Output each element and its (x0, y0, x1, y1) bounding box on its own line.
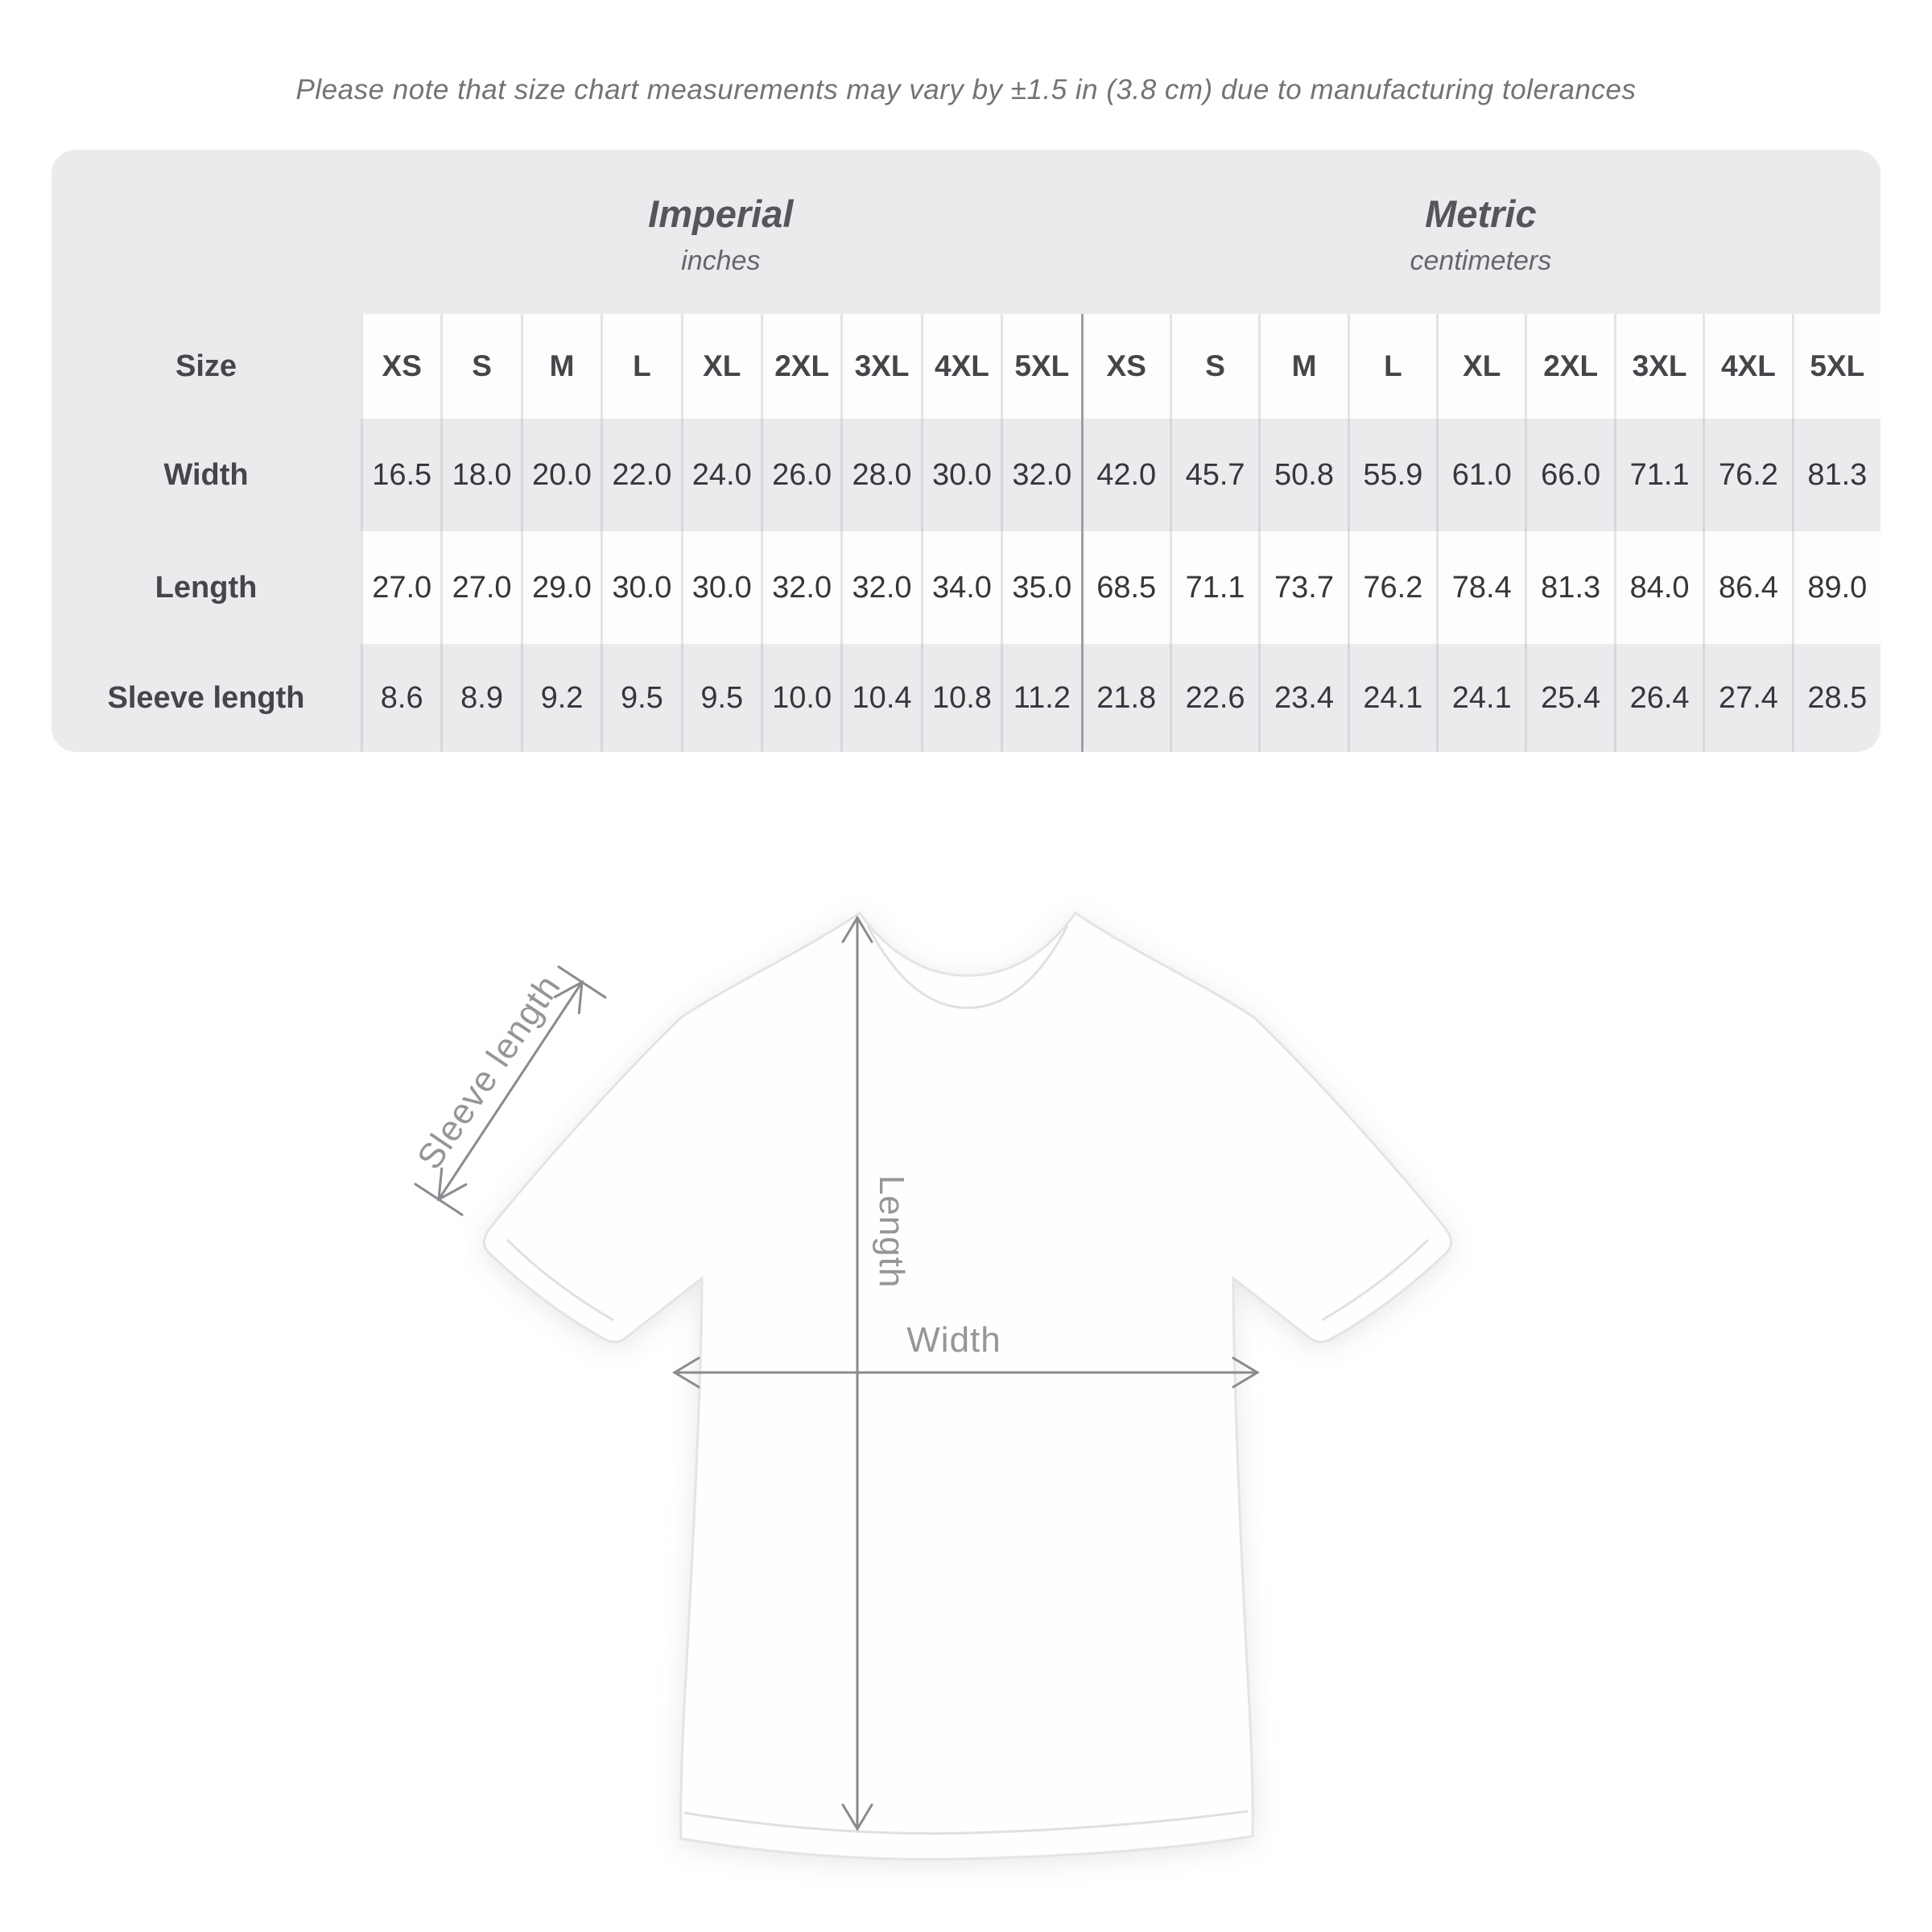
measurement-cell: 68.5 (1081, 531, 1170, 644)
measurement-cell: 27.0 (440, 531, 520, 644)
measurement-cell: 29.0 (521, 531, 601, 644)
measurement-cell: 10.8 (921, 644, 1001, 752)
measurement-cell: 86.4 (1703, 531, 1791, 644)
measurement-cell: 9.2 (521, 644, 601, 752)
width-label: Width (906, 1320, 1001, 1360)
measurement-row-label: Width (163, 457, 249, 492)
size-column-header: 5XL (1001, 314, 1080, 419)
measurement-cell: 81.3 (1792, 419, 1880, 531)
measurement-cell: 18.0 (440, 419, 520, 531)
measurement-cell: 10.0 (761, 644, 840, 752)
measurement-cell: 42.0 (1081, 419, 1170, 531)
measurement-cell: 71.1 (1614, 419, 1703, 531)
measurement-cell: 32.0 (1001, 419, 1080, 531)
size-column-header: 3XL (840, 314, 920, 419)
measurement-cell: 30.0 (921, 419, 1001, 531)
measurement-cell: 30.0 (681, 531, 761, 644)
size-column-header: 2XL (1525, 314, 1613, 419)
measurement-cell: 8.9 (440, 644, 520, 752)
measurement-cell: 81.3 (1525, 531, 1613, 644)
size-column-header: M (521, 314, 601, 419)
measurement-cell: 78.4 (1436, 531, 1525, 644)
size-column-header: S (1170, 314, 1258, 419)
measurement-cell: 61.0 (1436, 419, 1525, 531)
size-column-header: 3XL (1614, 314, 1703, 419)
measurement-cell: 27.0 (361, 531, 440, 644)
size-column-header: 5XL (1792, 314, 1880, 419)
measurement-cell: 28.0 (840, 419, 920, 531)
measurement-cell: 27.4 (1703, 644, 1791, 752)
measurement-cell: 22.6 (1170, 644, 1258, 752)
measurement-cell: 76.2 (1348, 531, 1436, 644)
size-column-header: M (1258, 314, 1347, 419)
measurement-cell: 9.5 (601, 644, 680, 752)
measurement-cell: 73.7 (1258, 531, 1347, 644)
measurement-cell: 10.4 (840, 644, 920, 752)
metric-title: Metric (1425, 192, 1537, 235)
tshirt-outline (484, 913, 1451, 1860)
measurement-cell: 22.0 (601, 419, 680, 531)
measurement-cell: 76.2 (1703, 419, 1791, 531)
measurement-cell: 16.5 (361, 419, 440, 531)
measurement-cell: 30.0 (601, 531, 680, 644)
measurement-cell: 9.5 (681, 644, 761, 752)
size-column-header: XS (1081, 314, 1170, 419)
measurement-cell: 45.7 (1170, 419, 1258, 531)
measurement-cell: 24.1 (1348, 644, 1436, 752)
size-row-label: Size (175, 349, 237, 383)
measurement-cell: 23.4 (1258, 644, 1347, 752)
measurement-cell: 55.9 (1348, 419, 1436, 531)
measurement-cell: 24.0 (681, 419, 761, 531)
size-column-header: XS (361, 314, 440, 419)
imperial-title: Imperial (648, 192, 794, 235)
size-column-header: 4XL (1703, 314, 1791, 419)
tolerance-note: Please note that size chart measurements may vary by ±1.5 in (3.8 cm) due to manufacturing tolerances (295, 74, 1637, 105)
size-column-header: XL (681, 314, 761, 419)
measurement-cell: 32.0 (840, 531, 920, 644)
size-column-header: L (601, 314, 680, 419)
sleeve-length-label: Sleeve length (410, 968, 569, 1177)
measurement-row-label: Sleeve length (107, 680, 305, 715)
measurement-cell: 50.8 (1258, 419, 1347, 531)
measurement-row-label: Length (155, 570, 258, 605)
size-column-header: 4XL (921, 314, 1001, 419)
length-label: Length (872, 1174, 911, 1289)
measurement-cell: 21.8 (1081, 644, 1170, 752)
measurement-cell: 28.5 (1792, 644, 1880, 752)
tshirt-drawing (484, 913, 1451, 1860)
measurement-cell: 26.4 (1614, 644, 1703, 752)
measurement-cell: 25.4 (1525, 644, 1613, 752)
measurement-cell: 89.0 (1792, 531, 1880, 644)
metric-subtitle: centimeters (1410, 246, 1552, 276)
size-column-header: 2XL (761, 314, 840, 419)
measurement-cell: 20.0 (521, 419, 601, 531)
size-column-header: XL (1436, 314, 1525, 419)
measurement-cell: 26.0 (761, 419, 840, 531)
measurement-cell: 24.1 (1436, 644, 1525, 752)
imperial-subtitle: inches (681, 246, 761, 276)
measurement-cell: 35.0 (1001, 531, 1080, 644)
measurement-cell: 71.1 (1170, 531, 1258, 644)
measurement-cell: 11.2 (1001, 644, 1080, 752)
measurement-cell: 84.0 (1614, 531, 1703, 644)
measurement-cell: 34.0 (921, 531, 1001, 644)
size-column-header: S (440, 314, 520, 419)
measurement-cell: 8.6 (361, 644, 440, 752)
size-column-header: L (1348, 314, 1436, 419)
measurement-cell: 66.0 (1525, 419, 1613, 531)
measurement-cell: 32.0 (761, 531, 840, 644)
